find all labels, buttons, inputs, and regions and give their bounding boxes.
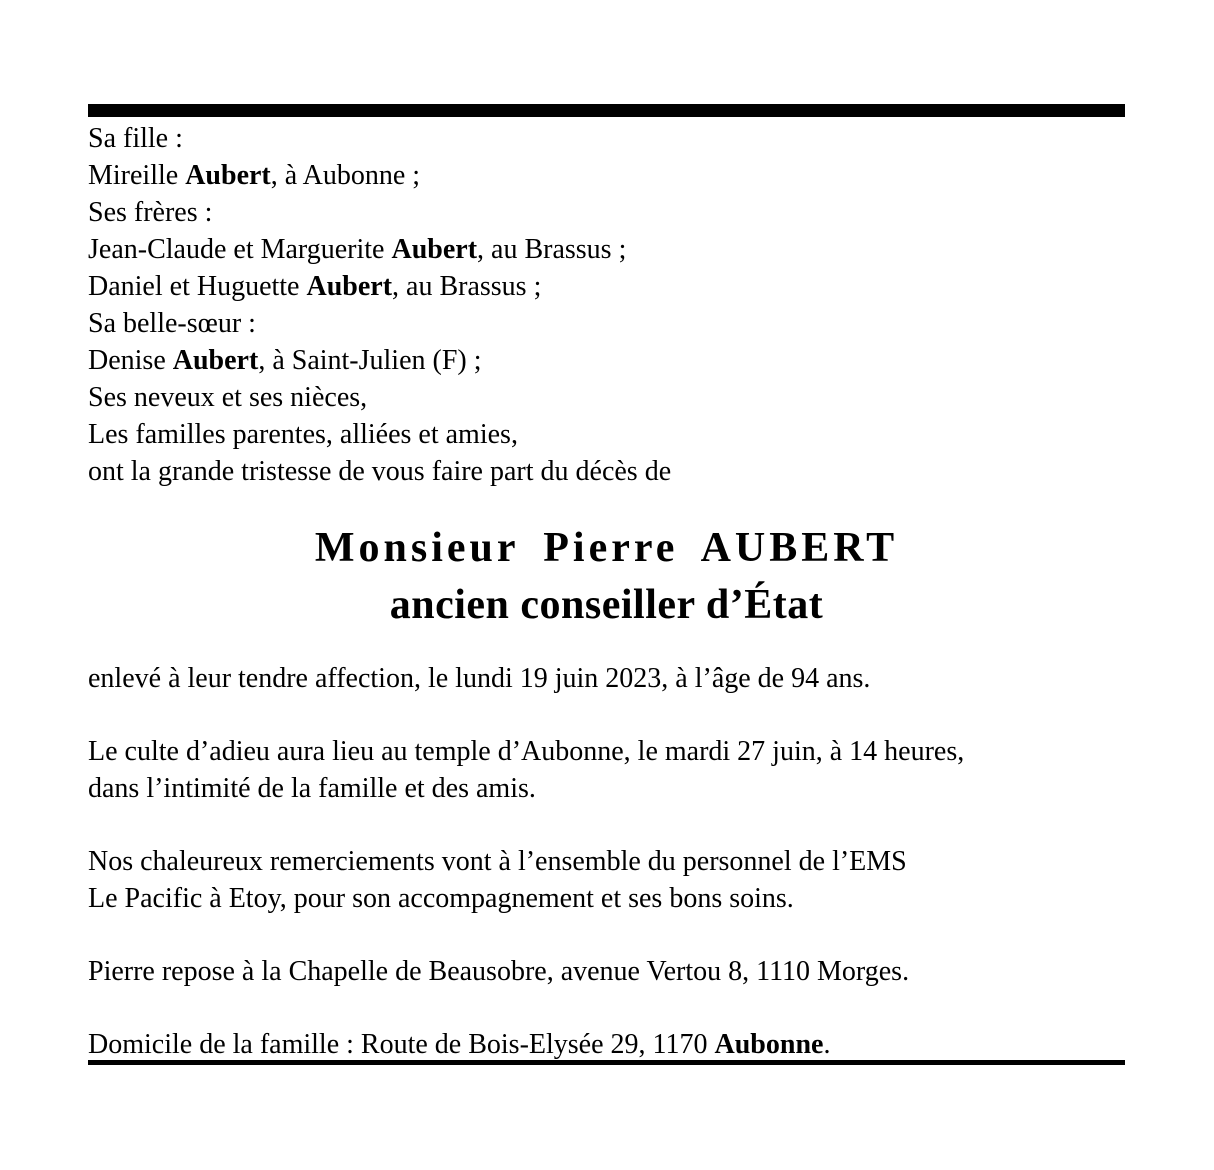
paragraph-repose bbox=[88, 953, 1125, 990]
bold-text-segment: Aubert bbox=[391, 234, 478, 265]
text-segment: Daniel et Huguette bbox=[88, 271, 307, 302]
text-segment: Denise bbox=[88, 345, 173, 376]
relative-line-sister-in-law-label bbox=[88, 305, 1125, 342]
paragraph-line bbox=[88, 843, 1125, 880]
paragraph-line bbox=[88, 953, 1125, 990]
text-segment: Le culte d’adieu aura lieu au temple d’Aubonne, le mardi 27 juin, à 14 heures, bbox=[88, 736, 965, 767]
relatives-section bbox=[88, 120, 1125, 490]
paragraph-line bbox=[88, 660, 1125, 697]
text-segment: enlevé à leur tendre affection, le lundi 19 juin 2023, à l’âge de 94 ans. bbox=[88, 663, 871, 694]
relative-line-brothers-label bbox=[88, 194, 1125, 231]
text-segment: Nos chaleureux remerciements vont à l’ensemble du personnel de l’EMS bbox=[88, 846, 907, 877]
text-segment: Sa fille : bbox=[88, 123, 183, 154]
text-segment: , au Brassus ; bbox=[477, 234, 627, 265]
text-segment: , au Brassus ; bbox=[392, 271, 542, 302]
paragraph-thanks bbox=[88, 843, 1125, 917]
text-segment: Domicile de la famille : Route de Bois-Elysée 29, 1170 bbox=[88, 1029, 715, 1060]
bold-text-segment: Aubert bbox=[185, 160, 271, 191]
text-segment: Ses frères : bbox=[88, 197, 213, 228]
text-segment: Les familles parentes, alliées et amies, bbox=[88, 419, 518, 450]
paragraph-family-address bbox=[88, 1026, 1125, 1063]
text-segment: Pierre repose à la Chapelle de Beausobre, avenue Vertou 8, 1110 Morges. bbox=[88, 956, 910, 987]
announcement-lead-line bbox=[88, 453, 1125, 490]
paragraph-line bbox=[88, 733, 1125, 770]
relative-line-daughter bbox=[88, 157, 1125, 194]
paragraph-line bbox=[88, 880, 1125, 917]
relative-line-nephews-nieces bbox=[88, 379, 1125, 416]
text-segment: dans l’intimité de la famille et des amis. bbox=[88, 773, 536, 804]
paragraph-line bbox=[88, 1026, 1125, 1063]
deceased-name: Monsieur Pierre AUBERT bbox=[314, 525, 899, 571]
bold-text-segment: Aubert bbox=[172, 345, 259, 376]
text-segment: , à Aubonne ; bbox=[270, 160, 421, 191]
paragraph-death-notice bbox=[88, 660, 1125, 697]
deceased-title-block bbox=[88, 520, 1125, 634]
bold-text-segment: Aubonne bbox=[714, 1029, 824, 1060]
relative-line-brother-2 bbox=[88, 268, 1125, 305]
relative-line-daughter-label bbox=[88, 120, 1125, 157]
top-rule bbox=[88, 104, 1125, 117]
text-segment: Sa belle-sœur : bbox=[88, 308, 256, 339]
relative-line-sister-in-law bbox=[88, 342, 1125, 379]
text-segment: . bbox=[823, 1029, 831, 1060]
relative-line-brother-1 bbox=[88, 231, 1125, 268]
text-segment: ont la grande tristesse de vous faire part du décès de bbox=[88, 456, 672, 487]
paragraph-line bbox=[88, 770, 1125, 807]
text-segment: Mireille bbox=[88, 160, 186, 191]
deceased-role: ancien conseiller d’État bbox=[389, 582, 824, 628]
announcement-content bbox=[88, 120, 1125, 1065]
text-segment: Jean-Claude et Marguerite bbox=[88, 234, 392, 265]
relative-line-families bbox=[88, 416, 1125, 453]
bold-text-segment: Aubert bbox=[306, 271, 393, 302]
text-segment: Ses neveux et ses nièces, bbox=[88, 382, 368, 413]
text-segment: , à Saint-Julien (F) ; bbox=[258, 345, 482, 376]
paragraph-service bbox=[88, 733, 1125, 807]
text-segment: Le Pacific à Etoy, pour son accompagnement et ses bons soins. bbox=[88, 883, 794, 914]
